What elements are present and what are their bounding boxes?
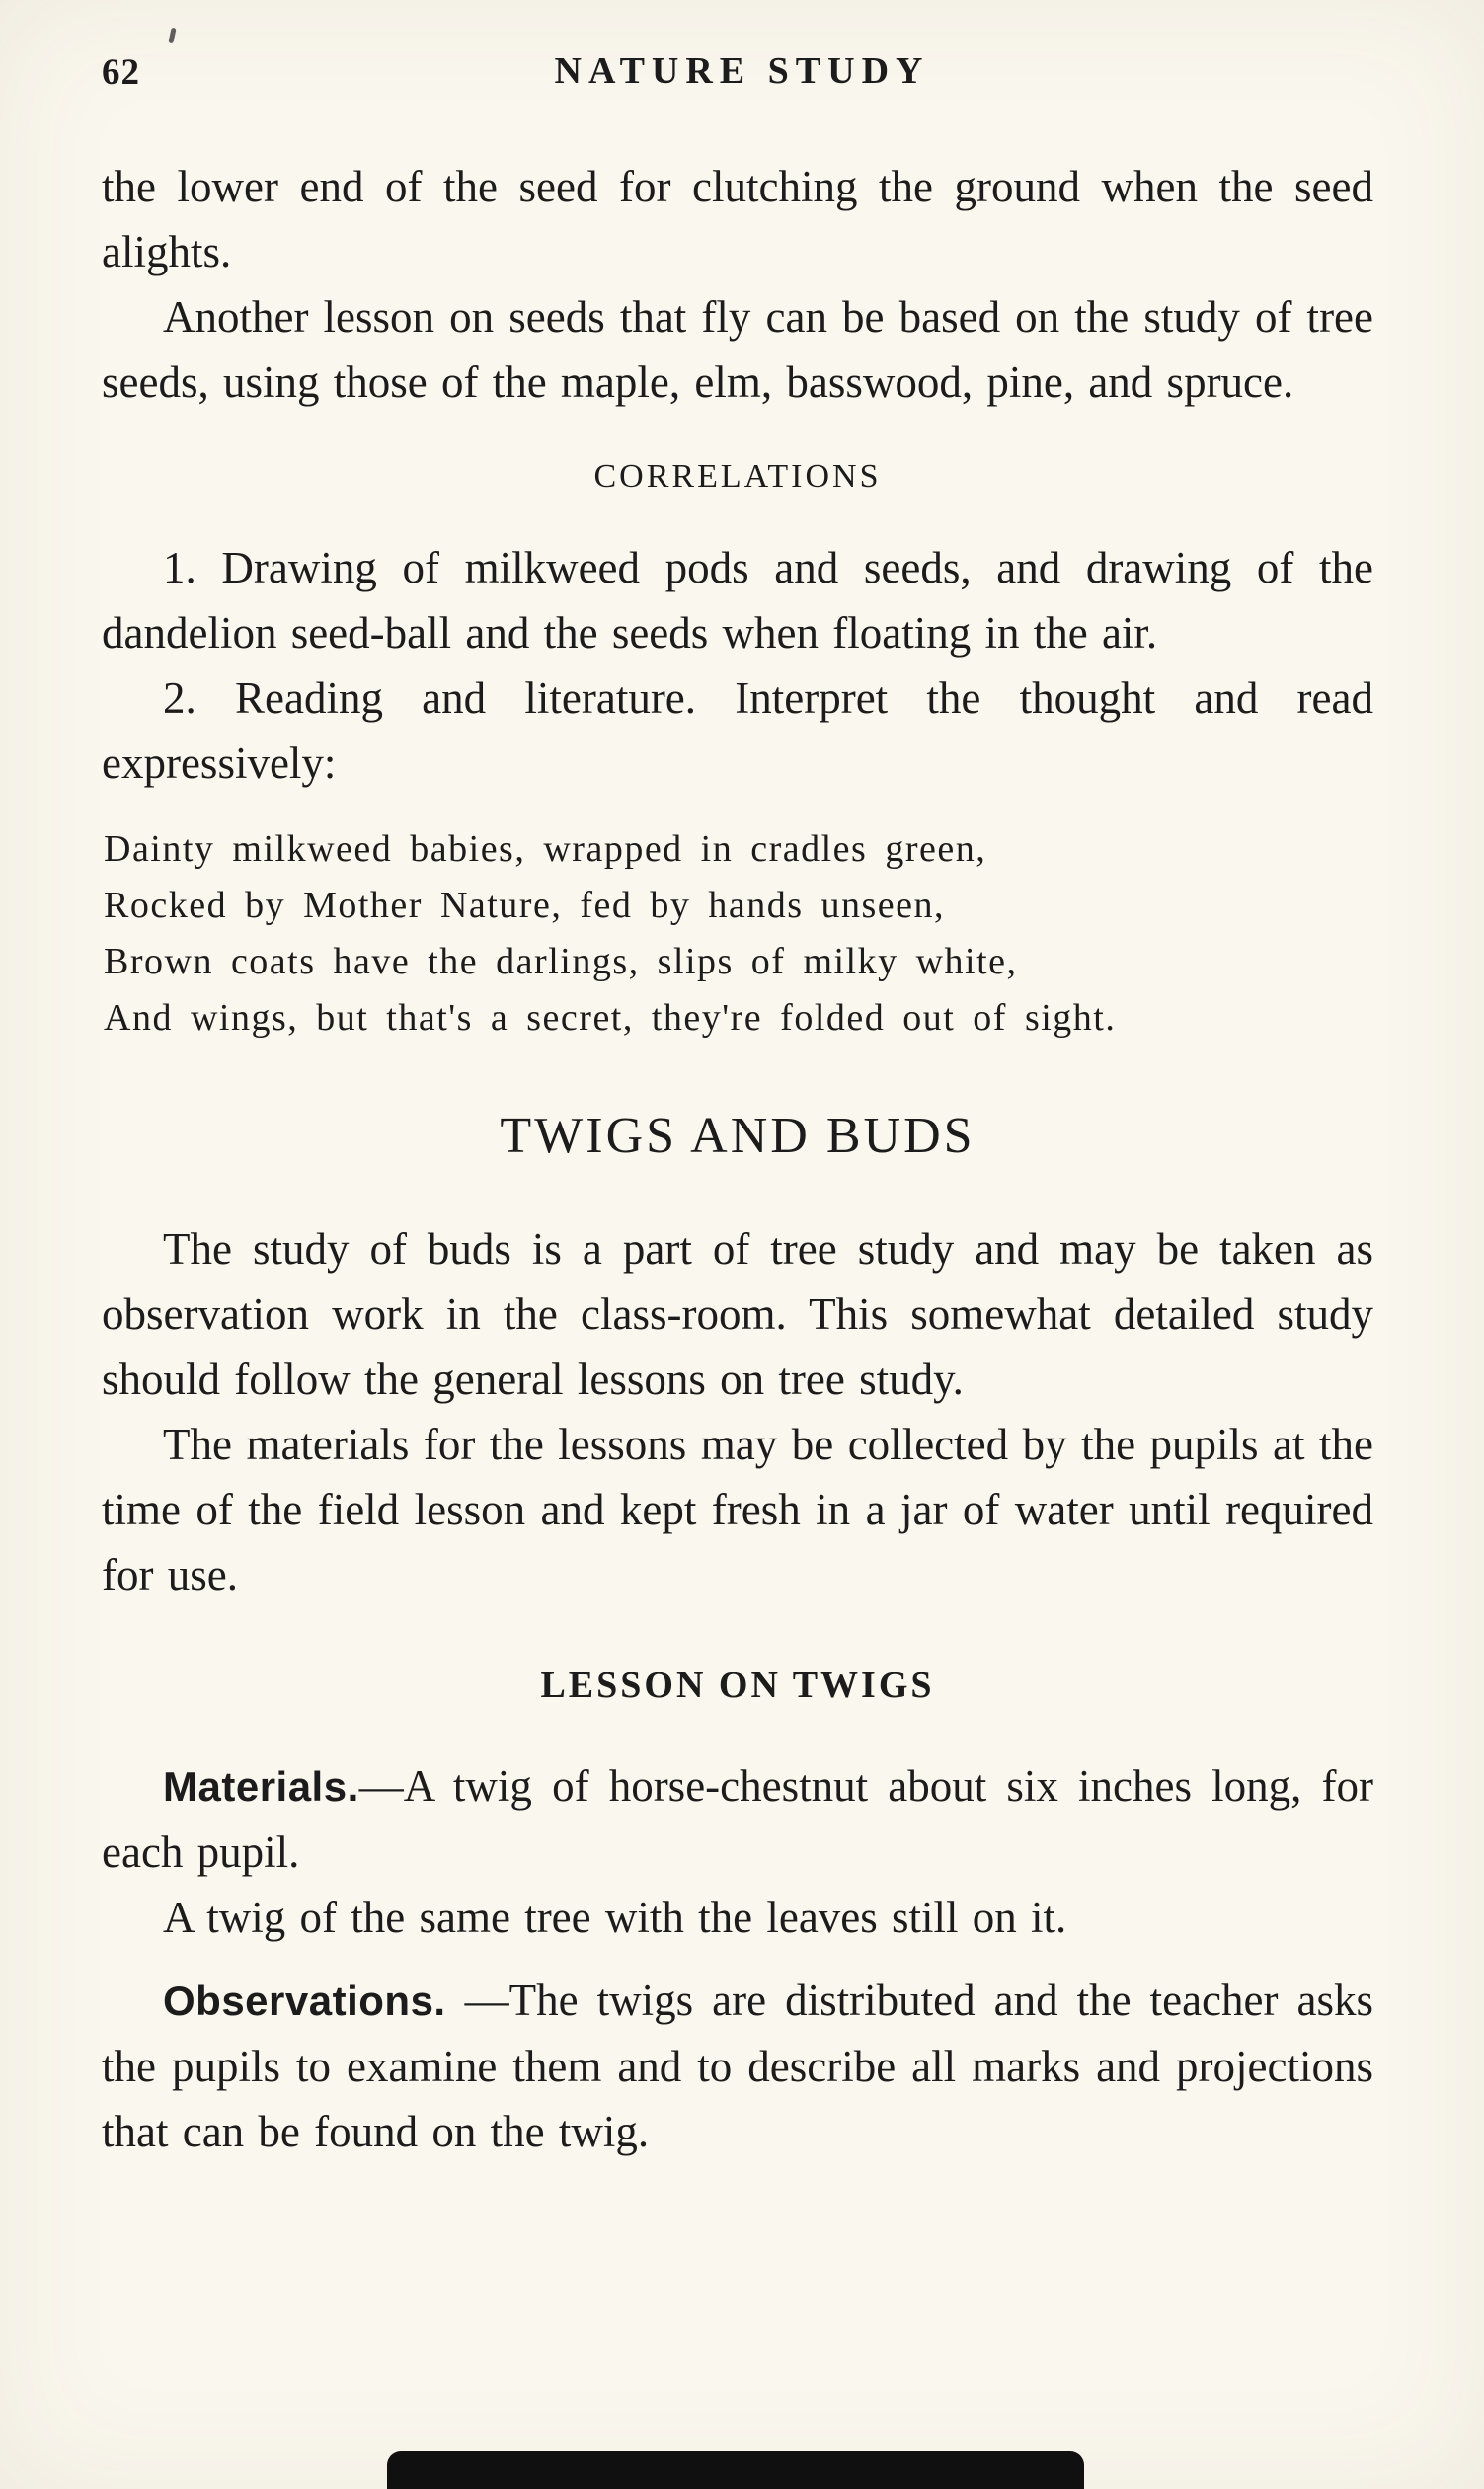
paragraph-twig-with-leaves: A twig of the same tree with the leaves still on it. xyxy=(163,1893,1067,1942)
paragraph-study-of-buds: The study of buds is a part of tree study and may be taken as observation work in the class-room. This somewhat detailed study should follow the general lessons on tree study. xyxy=(102,1224,1373,1404)
scan-artifact-bar xyxy=(387,2451,1084,2489)
correlations-item-1: 1. Drawing of milkweed pods and seeds, and drawing of the dandelion seed-ball and the seeds when floating in the air. xyxy=(102,543,1373,658)
verse-line: Dainty milkweed babies, wrapped in cradles green, xyxy=(104,828,987,870)
paragraph-materials-collected: The materials for the lessons may be collected by the pupils at the time of the field lesson and kept fresh in a jar of water until required for use. xyxy=(102,1420,1373,1599)
page-body xyxy=(0,107,1484,2164)
paragraph-observations xyxy=(102,1968,1373,2164)
page-number: 62 xyxy=(102,52,140,93)
materials-text: —A twig of horse-chestnut about six inches long, for each pupil. xyxy=(102,1761,1373,1877)
observations-text: —The twigs are distributed and the teacher asks the pupils to examine them and to describe all marks and projections that can be found on the twig. xyxy=(102,1976,1373,2156)
paragraph-materials xyxy=(102,1753,1373,1885)
correlations-item-2: 2. Reading and literature. Interpret the thought and read expressively: xyxy=(102,673,1373,788)
lesson-on-twigs-heading: LESSON ON TWIGS xyxy=(540,1665,935,1706)
section-title-twigs-and-buds: TWIGS AND BUDS xyxy=(500,1108,976,1164)
correlations-heading: CORRELATIONS xyxy=(593,458,882,495)
verse-line: And wings, but that's a secret, they're folded out of sight. xyxy=(104,997,1117,1039)
paragraph-another-lesson: Another lesson on seeds that fly can be based on the study of tree seeds, using those of the maple, elm, basswood, pine, and spruce. xyxy=(102,292,1373,407)
verse-line: Rocked by Mother Nature, fed by hands unseen, xyxy=(104,885,946,926)
materials-label: Materials. xyxy=(163,1763,359,1810)
verse-line: Brown coats have the darlings, slips of milky white, xyxy=(104,941,1018,982)
observations-label: Observations. xyxy=(163,1978,446,2024)
paragraph-continuation: the lower end of the seed for clutching the ground when the seed alights. xyxy=(102,162,1373,276)
running-title: NATURE STUDY xyxy=(554,50,930,92)
verse-block xyxy=(104,821,1373,1047)
running-header xyxy=(0,0,1484,107)
